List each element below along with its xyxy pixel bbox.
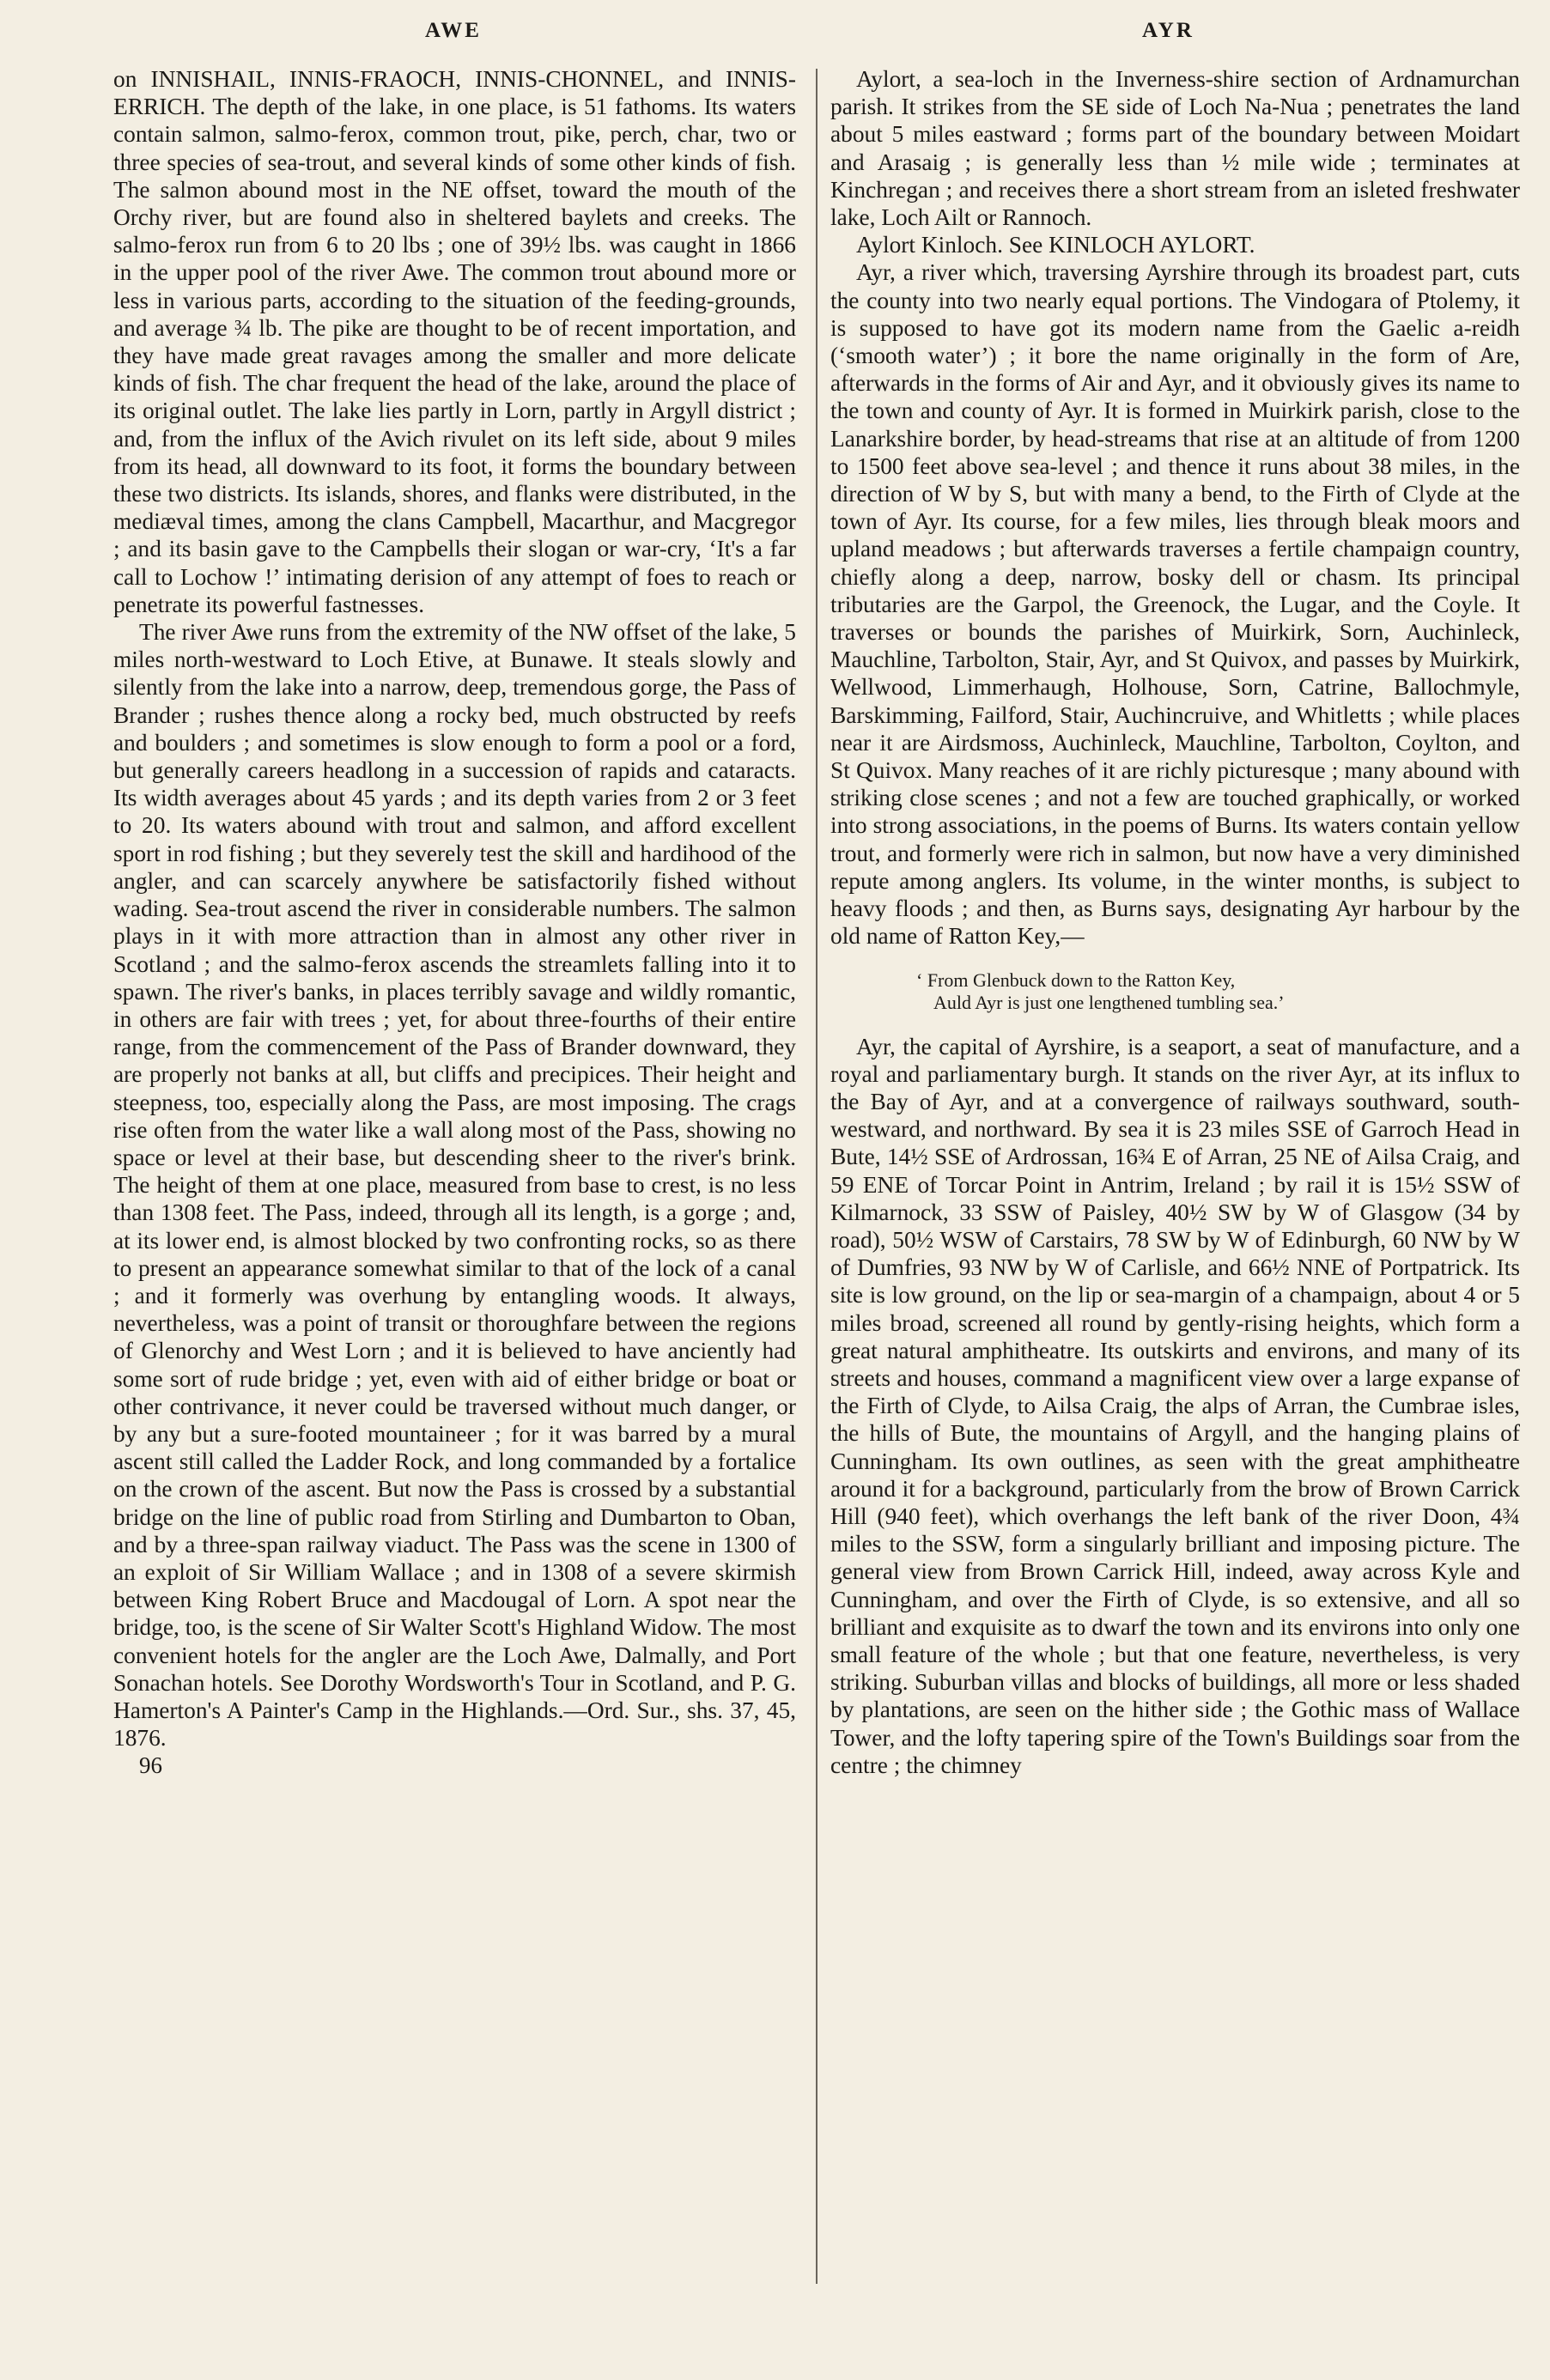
entry-aylort-kinloch: Aylort Kinloch. See KINLOCH AYLORT. <box>856 232 1255 258</box>
left-column <box>113 65 796 2298</box>
awe-lake-paragraph: on INNISHAIL, INNIS-FRAOCH, INNIS-CHONNEL, and INNIS-ERRICH. The depth of the lake, in one place, is 51 fathoms. Its waters contain salmon, salmo-ferox, common trout, pike, perch, char, two or three species of sea-trout, and several kinds of some other kinds of fish. The salmon abound most in the NE offset, toward the mouth of the Orchy river, but are found also in sheltered baylets and creeks. The salmo-ferox run from 6 to 20 lbs ; one of 39½ lbs. was caught in 1866 in the upper pool of the river Awe. The common trout abound more or less in various parts, according to the situation of the feeding-grounds, and average ¾ lb. The pike are thought to be of recent importation, and they have made great ravages among the smaller and more delicate kinds of fish. The char frequent the head of the lake, around the place of its original outlet. The lake lies partly in Lorn, partly in Argyll district ; and, from the influx of the Avich rivulet on its left side, about 9 miles from its head, all downward to its foot, it forms the boundary between these two districts. Its islands, shores, and flanks were distributed, in the mediæval times, among the clans Campbell, Macarthur, and Macgregor ; and its basin gave to the Campbells their slogan or war-cry, ‘It's a far call to Lochow !’ intimating derision of any attempt of foes to reach or penetrate its powerful fastnesses. <box>113 66 796 617</box>
burns-quotation <box>916 969 1520 1014</box>
verse-line: Auld Ayr is just one lengthened tumbling sea.’ <box>933 991 1285 1013</box>
column-divider <box>816 69 818 2284</box>
running-head-right: AYR <box>1142 19 1194 42</box>
entry-aylort: Aylort, a sea-loch in the Inverness-shire section of Ardnamurchan parish. It strikes from the SE side of Loch Na-Nua ; penetrates the land about 5 miles eastward ; forms part of the boundary between Moidart and Arasaig ; is generally less than ½ mile wide ; terminates at Kinchregan ; and receives there a short stream from an isleted freshwater lake, Loch Ailt or Rannoch. <box>830 66 1520 231</box>
page-number: 96 <box>139 1752 162 1779</box>
running-head-left: AWE <box>425 19 482 42</box>
awe-river-paragraph: The river Awe runs from the extremity of the NW offset of the lake, 5 miles north-westward to Loch Etive, at Bunawe. It steals slowly and silently from the lake into a narrow, deep, tremendous gorge, the Pass of Brander ; rushes thence along a rocky bed, much obstructed by reefs and boulders ; and sometimes is slow enough to form a pool or a ford, but generally careers headlong in a succession of rapids and cataracts. Its width averages about 45 yards ; and its depth varies from 2 or 3 feet to 20. Its waters abound with trout and salmon, and afford excellent sport in rod fishing ; but they severely test the skill and hardihood of the angler, and can scarcely anywhere be satisfactorily fished without wading. Sea-trout ascend the river in considerable numbers. The salmon plays in it with more attraction than in almost any other river in Scotland ; and the salmo-ferox ascends the streamlets falling into it to spawn. The river's banks, in places terribly savage and wildly romantic, in others are fair with trees ; yet, for about three-fourths of their entire range, from the commencement of the Pass of Brander downward, they are properly not banks at all, but cliffs and precipices. Their height and steepness, too, especially along the Pass, are most imposing. The crags rise often from the water like a wall along most of the Pass, showing no space or level at their base, but descending sheer to the river's brink. The height of them at one place, measured from base to crest, is no less than 1308 feet. The Pass, indeed, through all its length, is a gorge ; and, at its lower end, is almost blocked by two confronting rocks, so as there to present an appearance somewhat similar to that of the lock of a canal ; and it formerly was overhung by entangling woods. It always, nevertheless, was a point of transit or thoroughfare between the regions of Glenorchy and West Lorn ; and it is believed to have anciently had some sort of rude bridge ; yet, even with aid of either bridge or boat or other contrivance, it never could be traversed without much danger, or by any but a sure-footed mountaineer ; for it was barred by a mural ascent still called the Ladder Rock, and long commanded by a fortalice on the crown of the ascent. But now the Pass is crossed by a substantial bridge on the line of public road from Stirling and Dumbarton to Oban, and by a three-span railway viaduct. The Pass was the scene in 1300 of an exploit of Sir William Wallace ; and in 1308 of a severe skirmish between King Robert Bruce and Macdougal of Lorn. A spot near the bridge, too, is the scene of Sir Walter Scott's Highland Widow. The most convenient hotels for the angler are the Loch Awe, Dalmally, and Port Sonachan hotels. See Dorothy Wordsworth's Tour in Scotland, and P. G. Hamerton's A Painter's Camp in the Highlands.—Ord. Sur., shs. 37, 45, 1876. <box>113 619 796 1752</box>
entry-ayr-river: Ayr, a river which, traversing Ayrshire through its broadest part, cuts the county into two nearly equal portions. The Vindogara of Ptolemy, it is supposed to have got its modern name from the Gaelic a-reidh (‘smooth water’) ; it bore the name originally in the form of Are, afterwards in the forms of Air and Ayr, and it obviously gives its name to the town and county of Ayr. It is formed in Muirkirk parish, close to the Lanarkshire border, by head-streams that rise at an altitude of from 1200 to 1500 feet above sea-level ; and thence it runs about 38 miles, in the direction of W by S, but with many a bend, to the Firth of Clyde at the town of Ayr. Its course, for a few miles, lies through bleak moors and upland meadows ; but afterwards traverses a fertile champaign country, chiefly along a deep, narrow, bosky dell or chasm. Its principal tributaries are the Garpol, the Greenock, the Lugar, and the Coyle. It traverses or bounds the parishes of Muirkirk, Sorn, Auchinleck, Mauchline, Tarbolton, Stair, Ayr, and St Quivox, and passes by Muirkirk, Wellwood, Limmerhaugh, Holhouse, Sorn, Catrine, Ballochmyle, Barskimming, Failford, Stair, Auchincruive, and Whitletts ; while places near it are Airdsmoss, Auchinleck, Mauchline, Tarbolton, Coylton, and St Quivox. Many reaches of it are richly picturesque ; many abound with striking close scenes ; and not a few are touched graphically, or worked into strong associations, in the poems of Burns. Its waters contain yellow trout, and formerly were rich in salmon, but now have a very diminished repute among anglers. Its volume, in the winter months, is subject to heavy floods ; and then, as Burns says, designating Ayr harbour by the old name of Ratton Key,— <box>830 259 1520 950</box>
entry-ayr-town: Ayr, the capital of Ayrshire, is a seaport, a seat of manufacture, and a royal and parliamentary burgh. It stands on the river Ayr, at its influx to the Bay of Ayr, and at a convergence of railways southward, south-westward, and northward. By sea it is 23 miles SSE of Garroch Head in Bute, 14½ SSE of Ardrossan, 16¾ E of Arran, 25 NE of Ailsa Craig, and 59 ENE of Torcar Point in Antrim, Ireland ; by rail it is 15½ SSW of Kilmarnock, 33 SSW of Paisley, 40½ SW by W of Glasgow (34 by road), 50½ WSW of Carstairs, 78 SW by W of Edinburgh, 60 NW by W of Dumfries, 93 NW by W of Carlisle, and 66½ NNE of Portpatrick. Its site is low ground, on the lip or sea-margin of a champaign, about 4 or 5 miles broad, screened all round by gently-rising heights, which form a great natural amphitheatre. Its outskirts and environs, and many of its streets and houses, command a magnificent view over a large expanse of the Firth of Clyde, to Ailsa Craig, the alps of Arran, the Cumbrae isles, the hills of Bute, the mountains of Argyll, and the hanging plains of Cunningham. Its own outlines, as seen with the great amphitheatre around it for a background, particularly from the brow of Brown Carrick Hill (940 feet), which overhangs the left bank of the river Doon, 4¾ miles to the SSW, form a singularly brilliant and imposing picture. The general view from Brown Carrick Hill, indeed, away across Kyle and Cunningham, and over the Firth of Clyde, is so extensive, and all so brilliant and exquisite as to dwarf the town and its environs into only one small feature of the whole ; but that one feature, nevertheless, is very striking. Suburban villas and blocks of buildings, all more or less shaded by plantations, are seen on the hither side ; the Gothic mass of Wallace Tower, and the lofty tapering spire of the Town's Buildings soar from the centre ; the chimney <box>830 1033 1520 1778</box>
right-column <box>830 65 1520 2341</box>
verse-line: ‘ From Glenbuck down to the Ratton Key, <box>916 968 1236 991</box>
